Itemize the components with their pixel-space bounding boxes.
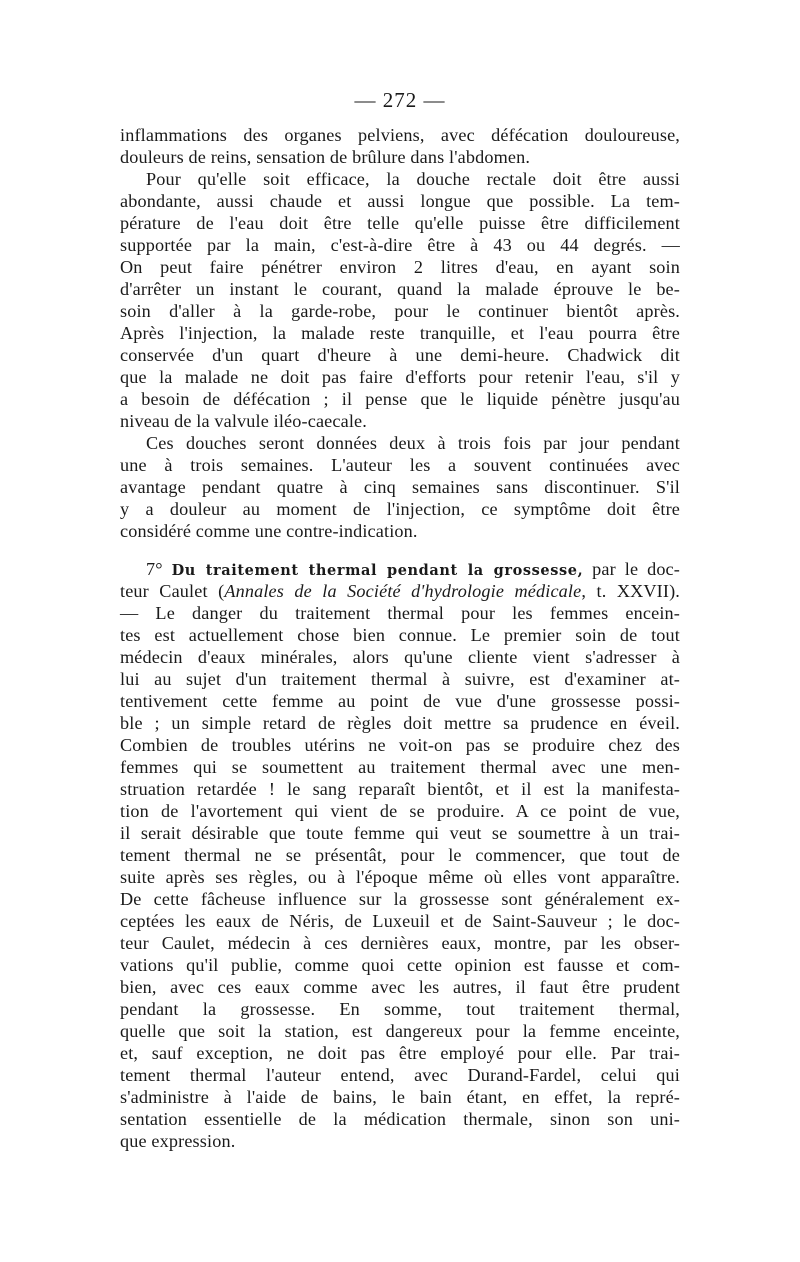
text-line: teur Caulet, médecin à ces dernières eaux, montre, par les obser- bbox=[120, 933, 680, 953]
text-line: il serait désirable que toute femme qui veut se soumettre à un trai- bbox=[120, 823, 680, 843]
page-number: — 272 — bbox=[354, 88, 446, 112]
text-line: suite après ses règles, ou à l'époque même où elles vont apparaître. bbox=[120, 867, 680, 887]
text-line: Pour qu'elle soit efficace, la douche rectale doit être aussi bbox=[146, 169, 680, 189]
text-line: — Le danger du traitement thermal pour les femmes encein- bbox=[120, 603, 680, 623]
text-line: tes est actuellement chose bien connue. Le premier soin de tout bbox=[120, 625, 680, 645]
text-line: Combien de troubles utérins ne voit-on pas se produire chez des bbox=[120, 735, 680, 755]
text-line: sentation essentielle de la médication thermale, sinon son uni- bbox=[120, 1109, 680, 1129]
text-line: struation retardée ! le sang reparaît bientôt, et il est la manifesta- bbox=[120, 779, 680, 799]
text-line: s'administre à l'aide de bains, le bain étant, en effet, la repré- bbox=[120, 1087, 680, 1107]
text-line: avantage pendant quatre à cinq semaines sans discontinuer. S'il bbox=[120, 477, 680, 497]
text-line: quelle que soit la station, est dangereux pour la femme enceinte, bbox=[120, 1021, 680, 1041]
text-line: que la malade ne doit pas faire d'efforts pour retenir l'eau, s'il y bbox=[120, 367, 680, 387]
text-line: femmes qui se soumettent au traitement thermal avec une men- bbox=[120, 757, 680, 777]
text-line: vations qu'il publie, comme quoi cette opinion est fausse et com- bbox=[120, 955, 680, 975]
text-line: y a douleur au moment de l'injection, ce symptôme doit être bbox=[120, 499, 680, 519]
text-line: lui au sujet d'un traitement thermal à suivre, est d'examiner at- bbox=[120, 669, 680, 689]
text-line: considéré comme une contre-indication. bbox=[120, 521, 418, 541]
text-line: On peut faire pénétrer environ 2 litres d'eau, en ayant soin bbox=[120, 257, 680, 277]
journal-title: Annales de la Société d'hydrologie médicale bbox=[224, 581, 582, 601]
text-line: ceptées les eaux de Néris, de Luxeuil et de Saint-Sauveur ; le doc- bbox=[120, 911, 680, 931]
section-heading: Du traitement thermal pendant la grossesse, bbox=[171, 562, 584, 579]
text-line: tement thermal ne se présentât, pour le commencer, que tout de bbox=[120, 845, 680, 865]
text-line: bien, avec ces eaux comme avec les autres, il faut être prudent bbox=[120, 977, 680, 997]
text-line: pérature de l'eau doit être telle qu'elle puisse être difficilement bbox=[120, 213, 680, 233]
section-number: 7° bbox=[146, 559, 163, 579]
text-line: supportée par la main, c'est-à-dire être à 43 ou 44 degrés. — bbox=[120, 235, 680, 255]
text-line: que expression. bbox=[120, 1131, 236, 1151]
text-line: tion de l'avortement qui vient de se produire. A ce point de vue, bbox=[120, 801, 680, 821]
section-heading-tail: par le doc- bbox=[592, 559, 680, 579]
author-reference: teur Caulet ( bbox=[120, 581, 225, 601]
volume-reference: , t. XXVII). bbox=[581, 581, 680, 601]
text-line: Ces douches seront données deux à trois fois par jour pendant bbox=[146, 433, 680, 453]
text-line: et, sauf exception, ne doit pas être employé pour elle. Par trai- bbox=[120, 1043, 680, 1063]
text-line: tentivement cette femme au point de vue d'une grossesse possi- bbox=[120, 691, 680, 711]
text-line: conservée d'un quart d'heure à une demi-heure. Chadwick dit bbox=[120, 345, 680, 365]
section-heading-line bbox=[120, 558, 680, 580]
text-line: d'arrêter un instant le courant, quand la malade éprouve le be- bbox=[120, 279, 680, 299]
text-line: médecin d'eaux minérales, alors qu'une cliente vient s'adresser à bbox=[120, 647, 680, 667]
text-line: douleurs de reins, sensation de brûlure dans l'abdomen. bbox=[120, 147, 531, 167]
text-line: abondante, aussi chaude et aussi longue que possible. La tem- bbox=[120, 191, 680, 211]
citation-line bbox=[120, 580, 680, 602]
text-line: De cette fâcheuse influence sur la grossesse sont généralement ex- bbox=[120, 889, 680, 909]
text-line: soin d'aller à la garde-robe, pour le continuer bientôt après. bbox=[120, 301, 680, 321]
text-line: ble ; un simple retard de règles doit mettre sa prudence en éveil. bbox=[120, 713, 680, 733]
text-line: Après l'injection, la malade reste tranquille, et l'eau pourra être bbox=[120, 323, 680, 343]
text-line: niveau de la valvule iléo-caecale. bbox=[120, 411, 367, 431]
text-line: pendant la grossesse. En somme, tout traitement thermal, bbox=[120, 999, 680, 1019]
text-line: inflammations des organes pelviens, avec défécation douloureuse, bbox=[120, 125, 680, 145]
text-line: tement thermal l'auteur entend, avec Durand-Fardel, celui qui bbox=[120, 1065, 680, 1085]
paragraph-gap bbox=[120, 542, 680, 558]
text-line: une à trois semaines. L'auteur les a souvent continuées avec bbox=[120, 455, 680, 475]
page-body bbox=[120, 124, 680, 1152]
text-line: a besoin de défécation ; il pense que le liquide pénètre jusqu'au bbox=[120, 389, 680, 409]
